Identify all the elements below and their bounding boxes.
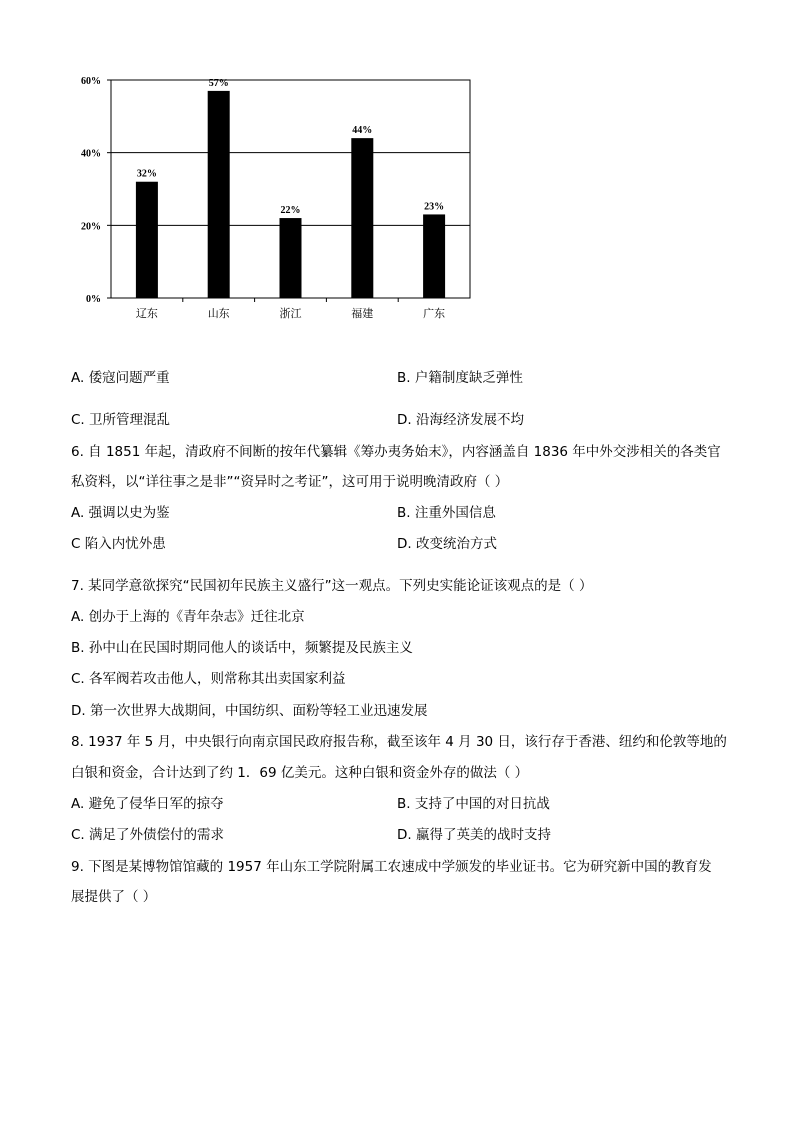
bar-辽东: [136, 182, 158, 298]
category-label-辽东: 辽东: [135, 307, 158, 320]
q7-option-d[interactable]: D. 第一次世界大战期间，中国纺织、面粉等轻工业迅速发展: [71, 703, 428, 719]
q5-option-b[interactable]: B. 户籍制度缺乏弹性: [397, 370, 523, 386]
q6-option-c[interactable]: C 陷入内忧外患: [71, 536, 166, 552]
bar-山东: [208, 91, 230, 298]
q6-option-d[interactable]: D. 改变统治方式: [397, 536, 497, 552]
q5-option-a[interactable]: A. 倭寇问题严重: [71, 370, 170, 386]
q8-option-b[interactable]: B. 支持了中国的对日抗战: [397, 796, 550, 812]
y-tick-label-40: 40%: [81, 148, 101, 160]
q6-stem-line2: 私资料，以“详往事之是非”“资异时之考证”，这可用于说明晚清政府（ ）: [71, 474, 509, 490]
q7-option-a[interactable]: A. 创办于上海的《青年杂志》迁往北京: [71, 609, 305, 625]
q8-stem-line1: 8. 1937 年 5 月，中央银行向南京国民政府报告称，截至该年 4 月 30 日，该行存于香港、纽约和伦敦等地的: [71, 734, 727, 750]
q7-option-c[interactable]: C. 各军阀若攻击他人，则常称其出卖国家利益: [71, 671, 346, 687]
category-label-广东: 广东: [423, 307, 446, 320]
q6-option-a[interactable]: A. 强调以史为鉴: [71, 505, 170, 521]
q7-stem: 7. 某同学意欲探究“民国初年民族主义盛行”这一观点。下列史实能论证该观点的是（ ）: [71, 578, 593, 594]
bar-label-福建: 44%: [352, 125, 373, 137]
q6-stem-line1: 6. 自 1851 年起，清政府不间断的按年代纂辑《筹办夷务始末》，内容涵盖自 1836 年中外交涉相关的各类官: [71, 444, 721, 460]
y-tick-label-60: 60%: [81, 76, 101, 87]
q6-option-b[interactable]: B. 注重外国信息: [397, 505, 496, 521]
category-label-山东: 山东: [207, 307, 230, 320]
q9-stem-line1: 9. 下图是某博物馆馆藏的 1957 年山东工学院附属工农速成中学颁发的毕业证书。它为研究新中国的教育发: [71, 859, 712, 875]
q5-option-d[interactable]: D. 沿海经济发展不均: [397, 412, 524, 428]
y-tick-label-0: 0%: [86, 294, 101, 305]
bar-label-山东: 57%: [208, 77, 229, 89]
q8-stem-line2: 白银和资金，合计达到了约 1．69 亿美元。这种白银和资金外存的做法（ ）: [71, 765, 529, 781]
bar-福建: [351, 138, 373, 298]
bar-label-辽东: 32%: [136, 168, 157, 180]
bar-label-广东: 23%: [424, 201, 445, 213]
q8-option-a[interactable]: A. 避免了侵华日军的掠夺: [71, 796, 224, 812]
category-label-浙江: 浙江: [279, 307, 302, 320]
q5-option-c[interactable]: C. 卫所管理混乱: [71, 412, 171, 428]
bar-浙江: [280, 218, 302, 298]
bar-chart: [0, 0, 794, 340]
q8-option-c[interactable]: C. 满足了外债偿付的需求: [71, 827, 225, 843]
category-label-福建: 福建: [351, 307, 374, 320]
bar-label-浙江: 22%: [280, 205, 301, 217]
q9-stem-line2: 展提供了（ ）: [71, 889, 157, 905]
q8-option-d[interactable]: D. 赢得了英美的战时支持: [397, 827, 551, 843]
bar-广东: [423, 214, 445, 298]
q7-option-b[interactable]: B. 孙中山在民国时期同他人的谈话中，频繁提及民族主义: [71, 640, 413, 656]
y-tick-label-20: 20%: [81, 221, 101, 233]
